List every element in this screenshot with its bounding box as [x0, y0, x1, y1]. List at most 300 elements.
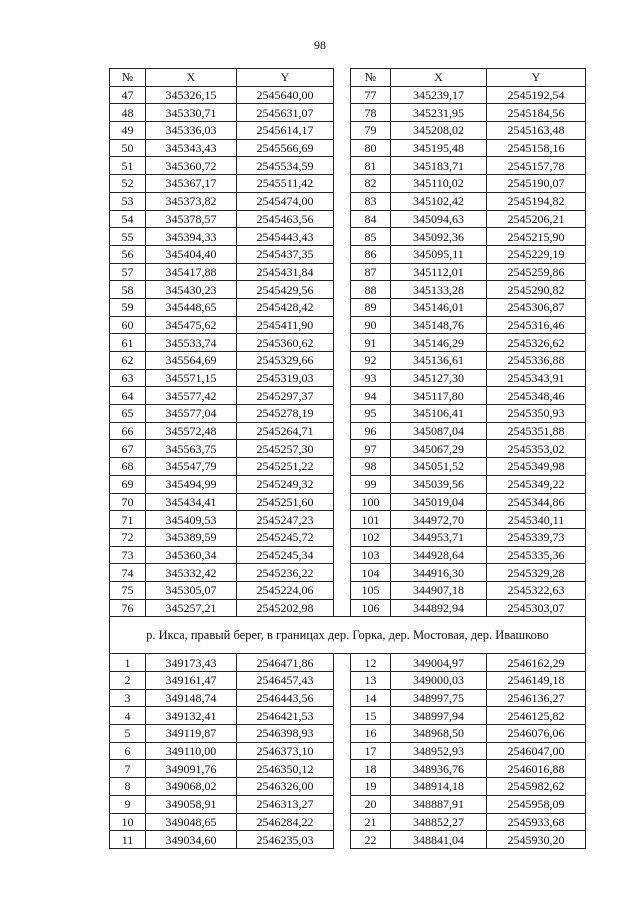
point-number-cell: 49 [110, 122, 146, 140]
x-coordinate-cell: 348887,91 [391, 795, 487, 813]
column-gap [334, 192, 351, 210]
table-row [110, 157, 586, 175]
x-coordinate-cell: 345231,95 [391, 104, 487, 122]
point-number-cell: 90 [351, 316, 391, 334]
y-coordinate-cell: 2546421,53 [237, 707, 334, 725]
x-coordinate-cell: 345571,15 [146, 369, 237, 387]
column-gap [334, 122, 351, 140]
y-coordinate-cell: 2546136,27 [487, 689, 586, 707]
column-gap [334, 316, 351, 334]
x-coordinate-cell: 345110,02 [391, 175, 487, 193]
x-coordinate-cell: 345117,80 [391, 387, 487, 405]
x-coordinate-cell: 344892,94 [391, 599, 487, 617]
y-coordinate-cell: 2545224,06 [237, 581, 334, 599]
column-header-x: X [391, 69, 487, 87]
table-row [110, 352, 586, 370]
point-number-cell: 47 [110, 86, 146, 104]
column-header-x: X [146, 69, 237, 87]
point-number-cell: 106 [351, 599, 391, 617]
x-coordinate-cell: 345019,04 [391, 493, 487, 511]
table-row [110, 528, 586, 546]
column-gap [334, 760, 351, 778]
column-header-y: Y [237, 69, 334, 87]
column-gap [334, 725, 351, 743]
column-gap [334, 263, 351, 281]
table-row [110, 405, 586, 423]
y-coordinate-cell: 2545933,68 [487, 813, 586, 831]
x-coordinate-cell: 344972,70 [391, 511, 487, 529]
point-number-cell: 71 [110, 511, 146, 529]
x-coordinate-cell: 345336,03 [146, 122, 237, 140]
y-coordinate-cell: 2545202,98 [237, 599, 334, 617]
point-number-cell: 18 [351, 760, 391, 778]
x-coordinate-cell: 345195,48 [391, 139, 487, 157]
point-number-cell: 54 [110, 210, 146, 228]
point-number-cell: 50 [110, 139, 146, 157]
x-coordinate-cell: 349110,00 [146, 742, 237, 760]
point-number-cell: 66 [110, 422, 146, 440]
column-gap [334, 493, 351, 511]
x-coordinate-cell: 344928,64 [391, 546, 487, 564]
y-coordinate-cell: 2545614,17 [237, 122, 334, 140]
y-coordinate-cell: 2546284,22 [237, 813, 334, 831]
x-coordinate-cell: 345572,48 [146, 422, 237, 440]
y-coordinate-cell: 2545429,56 [237, 281, 334, 299]
y-coordinate-cell: 2545319,03 [237, 369, 334, 387]
point-number-cell: 65 [110, 405, 146, 423]
x-coordinate-cell: 348968,50 [391, 725, 487, 743]
x-coordinate-cell: 348997,75 [391, 689, 487, 707]
x-coordinate-cell: 345577,42 [146, 387, 237, 405]
y-coordinate-cell: 2545316,46 [487, 316, 586, 334]
table-row [110, 564, 586, 582]
x-coordinate-cell: 348841,04 [391, 831, 487, 849]
x-coordinate-cell: 345127,30 [391, 369, 487, 387]
point-number-cell: 55 [110, 228, 146, 246]
y-coordinate-cell: 2545245,34 [237, 546, 334, 564]
point-number-cell: 77 [351, 86, 391, 104]
y-coordinate-cell: 2546350,12 [237, 760, 334, 778]
x-coordinate-cell: 345148,76 [391, 316, 487, 334]
y-coordinate-cell: 2545930,20 [487, 831, 586, 849]
x-coordinate-cell: 345409,53 [146, 511, 237, 529]
x-coordinate-cell: 348852,27 [391, 813, 487, 831]
point-number-cell: 12 [351, 654, 391, 672]
point-number-cell: 97 [351, 440, 391, 458]
point-number-cell: 102 [351, 528, 391, 546]
y-coordinate-cell: 2545431,84 [237, 263, 334, 281]
section-caption: р. Икса, правый берег, в границах дер. Горка, дер. Мостовая, дер. Ивашково [110, 617, 586, 654]
point-number-cell: 13 [351, 672, 391, 690]
point-number-cell: 70 [110, 493, 146, 511]
point-number-cell: 91 [351, 334, 391, 352]
point-number-cell: 17 [351, 742, 391, 760]
y-coordinate-cell: 2546235,03 [237, 831, 334, 849]
table-row [110, 493, 586, 511]
x-coordinate-cell: 345133,28 [391, 281, 487, 299]
table-row [110, 387, 586, 405]
y-coordinate-cell: 2545249,32 [237, 475, 334, 493]
x-coordinate-cell: 349068,02 [146, 778, 237, 796]
y-coordinate-cell: 2545229,19 [487, 245, 586, 263]
y-coordinate-cell: 2545206,21 [487, 210, 586, 228]
x-coordinate-cell: 345332,42 [146, 564, 237, 582]
x-coordinate-cell: 345305,07 [146, 581, 237, 599]
table-row [110, 813, 586, 831]
x-coordinate-cell: 345417,88 [146, 263, 237, 281]
table-row [110, 334, 586, 352]
point-number-cell: 99 [351, 475, 391, 493]
point-number-cell: 95 [351, 405, 391, 423]
table-row [110, 369, 586, 387]
x-coordinate-cell: 345208,02 [391, 122, 487, 140]
y-coordinate-cell: 2545348,46 [487, 387, 586, 405]
table-header-row [110, 69, 586, 87]
y-coordinate-cell: 2546373,10 [237, 742, 334, 760]
y-coordinate-cell: 2545192,54 [487, 86, 586, 104]
point-number-cell: 88 [351, 281, 391, 299]
column-gap [334, 334, 351, 352]
x-coordinate-cell: 349091,76 [146, 760, 237, 778]
point-number-cell: 8 [110, 778, 146, 796]
y-coordinate-cell: 2545336,88 [487, 352, 586, 370]
y-coordinate-cell: 2546443,56 [237, 689, 334, 707]
column-gap [334, 104, 351, 122]
point-number-cell: 51 [110, 157, 146, 175]
column-gap [334, 387, 351, 405]
column-gap [334, 228, 351, 246]
column-gap [334, 139, 351, 157]
y-coordinate-cell: 2545360,62 [237, 334, 334, 352]
column-gap [334, 795, 351, 813]
point-number-cell: 94 [351, 387, 391, 405]
point-number-cell: 79 [351, 122, 391, 140]
y-coordinate-cell: 2545335,36 [487, 546, 586, 564]
column-header-no: № [351, 69, 391, 87]
y-coordinate-cell: 2545236,22 [237, 564, 334, 582]
x-coordinate-cell: 345547,79 [146, 458, 237, 476]
y-coordinate-cell: 2546398,93 [237, 725, 334, 743]
y-coordinate-cell: 2545329,28 [487, 564, 586, 582]
column-header-no: № [110, 69, 146, 87]
x-coordinate-cell: 345360,34 [146, 546, 237, 564]
x-coordinate-cell: 349048,65 [146, 813, 237, 831]
table-body-section-a [110, 86, 586, 617]
column-gap [334, 405, 351, 423]
table-row [110, 725, 586, 743]
x-coordinate-cell: 345102,42 [391, 192, 487, 210]
x-coordinate-cell: 345095,11 [391, 245, 487, 263]
point-number-cell: 11 [110, 831, 146, 849]
point-number-cell: 9 [110, 795, 146, 813]
y-coordinate-cell: 2546162,29 [487, 654, 586, 672]
y-coordinate-cell: 2545157,78 [487, 157, 586, 175]
y-coordinate-cell: 2545251,60 [237, 493, 334, 511]
y-coordinate-cell: 2545158,16 [487, 139, 586, 157]
point-number-cell: 73 [110, 546, 146, 564]
section-caption-row [110, 617, 586, 654]
table-row [110, 122, 586, 140]
point-number-cell: 105 [351, 581, 391, 599]
column-gap [334, 369, 351, 387]
point-number-cell: 20 [351, 795, 391, 813]
table-row [110, 86, 586, 104]
x-coordinate-cell: 345360,72 [146, 157, 237, 175]
x-coordinate-cell: 345563,75 [146, 440, 237, 458]
x-coordinate-cell: 344953,71 [391, 528, 487, 546]
point-number-cell: 6 [110, 742, 146, 760]
column-gap [334, 546, 351, 564]
table-row [110, 175, 586, 193]
table-row [110, 546, 586, 564]
column-gap [334, 813, 351, 831]
y-coordinate-cell: 2545303,07 [487, 599, 586, 617]
column-gap [334, 440, 351, 458]
point-number-cell: 60 [110, 316, 146, 334]
point-number-cell: 15 [351, 707, 391, 725]
x-coordinate-cell: 345564,69 [146, 352, 237, 370]
y-coordinate-cell: 2545437,35 [237, 245, 334, 263]
point-number-cell: 58 [110, 281, 146, 299]
x-coordinate-cell: 345394,33 [146, 228, 237, 246]
y-coordinate-cell: 2545245,72 [237, 528, 334, 546]
y-coordinate-cell: 2545264,71 [237, 422, 334, 440]
x-coordinate-cell: 345389,59 [146, 528, 237, 546]
point-number-cell: 80 [351, 139, 391, 157]
table-row [110, 475, 586, 493]
x-coordinate-cell: 345183,71 [391, 157, 487, 175]
y-coordinate-cell: 2545251,22 [237, 458, 334, 476]
table-row [110, 760, 586, 778]
x-coordinate-cell: 345475,62 [146, 316, 237, 334]
column-gap [334, 654, 351, 672]
table-row [110, 599, 586, 617]
y-coordinate-cell: 2546016,88 [487, 760, 586, 778]
y-coordinate-cell: 2545247,23 [237, 511, 334, 529]
point-number-cell: 82 [351, 175, 391, 193]
y-coordinate-cell: 2545339,73 [487, 528, 586, 546]
x-coordinate-cell: 345378,57 [146, 210, 237, 228]
point-number-cell: 93 [351, 369, 391, 387]
x-coordinate-cell: 348952,93 [391, 742, 487, 760]
table-row [110, 672, 586, 690]
table-row [110, 458, 586, 476]
point-number-cell: 21 [351, 813, 391, 831]
y-coordinate-cell: 2545428,42 [237, 298, 334, 316]
table-row [110, 778, 586, 796]
point-number-cell: 74 [110, 564, 146, 582]
y-coordinate-cell: 2545958,09 [487, 795, 586, 813]
point-number-cell: 57 [110, 263, 146, 281]
point-number-cell: 76 [110, 599, 146, 617]
point-number-cell: 48 [110, 104, 146, 122]
column-gap [334, 69, 351, 87]
point-number-cell: 78 [351, 104, 391, 122]
point-number-cell: 10 [110, 813, 146, 831]
point-number-cell: 7 [110, 760, 146, 778]
point-number-cell: 100 [351, 493, 391, 511]
y-coordinate-cell: 2545534,59 [237, 157, 334, 175]
coordinates-table [109, 68, 586, 849]
point-number-cell: 101 [351, 511, 391, 529]
point-number-cell: 63 [110, 369, 146, 387]
table-row [110, 316, 586, 334]
table-row [110, 192, 586, 210]
table-row [110, 689, 586, 707]
column-gap [334, 86, 351, 104]
x-coordinate-cell: 349173,43 [146, 654, 237, 672]
table-row [110, 581, 586, 599]
table-row [110, 831, 586, 849]
column-gap [334, 689, 351, 707]
x-coordinate-cell: 345136,61 [391, 352, 487, 370]
table-row [110, 742, 586, 760]
x-coordinate-cell: 345094,63 [391, 210, 487, 228]
point-number-cell: 62 [110, 352, 146, 370]
x-coordinate-cell: 345430,23 [146, 281, 237, 299]
column-gap [334, 581, 351, 599]
x-coordinate-cell: 345330,71 [146, 104, 237, 122]
y-coordinate-cell: 2546149,18 [487, 672, 586, 690]
y-coordinate-cell: 2545163,48 [487, 122, 586, 140]
table-row [110, 245, 586, 263]
x-coordinate-cell: 349148,74 [146, 689, 237, 707]
point-number-cell: 75 [110, 581, 146, 599]
table-row [110, 281, 586, 299]
y-coordinate-cell: 2545463,56 [237, 210, 334, 228]
x-coordinate-cell: 345404,40 [146, 245, 237, 263]
y-coordinate-cell: 2545982,62 [487, 778, 586, 796]
y-coordinate-cell: 2545443,43 [237, 228, 334, 246]
point-number-cell: 19 [351, 778, 391, 796]
column-gap [334, 298, 351, 316]
y-coordinate-cell: 2546313,27 [237, 795, 334, 813]
x-coordinate-cell: 348997,94 [391, 707, 487, 725]
column-gap [334, 475, 351, 493]
y-coordinate-cell: 2545343,91 [487, 369, 586, 387]
y-coordinate-cell: 2545631,07 [237, 104, 334, 122]
x-coordinate-cell: 345092,36 [391, 228, 487, 246]
y-coordinate-cell: 2545350,93 [487, 405, 586, 423]
y-coordinate-cell: 2545474,00 [237, 192, 334, 210]
column-gap [334, 245, 351, 263]
y-coordinate-cell: 2545184,56 [487, 104, 586, 122]
point-number-cell: 61 [110, 334, 146, 352]
table-row [110, 139, 586, 157]
point-number-cell: 56 [110, 245, 146, 263]
x-coordinate-cell: 345494,99 [146, 475, 237, 493]
y-coordinate-cell: 2545306,87 [487, 298, 586, 316]
x-coordinate-cell: 345326,15 [146, 86, 237, 104]
column-gap [334, 599, 351, 617]
y-coordinate-cell: 2546326,00 [237, 778, 334, 796]
point-number-cell: 86 [351, 245, 391, 263]
y-coordinate-cell: 2546125,82 [487, 707, 586, 725]
column-gap [334, 175, 351, 193]
x-coordinate-cell: 344907,18 [391, 581, 487, 599]
point-number-cell: 52 [110, 175, 146, 193]
x-coordinate-cell: 349161,47 [146, 672, 237, 690]
point-number-cell: 68 [110, 458, 146, 476]
point-number-cell: 98 [351, 458, 391, 476]
y-coordinate-cell: 2545349,98 [487, 458, 586, 476]
y-coordinate-cell: 2545278,19 [237, 405, 334, 423]
x-coordinate-cell: 345434,41 [146, 493, 237, 511]
x-coordinate-cell: 345051,52 [391, 458, 487, 476]
point-number-cell: 14 [351, 689, 391, 707]
y-coordinate-cell: 2545259,86 [487, 263, 586, 281]
x-coordinate-cell: 345533,74 [146, 334, 237, 352]
y-coordinate-cell: 2545351,88 [487, 422, 586, 440]
y-coordinate-cell: 2545257,30 [237, 440, 334, 458]
point-number-cell: 104 [351, 564, 391, 582]
y-coordinate-cell: 2545190,07 [487, 175, 586, 193]
column-gap [334, 528, 351, 546]
column-gap [334, 742, 351, 760]
x-coordinate-cell: 345367,17 [146, 175, 237, 193]
point-number-cell: 103 [351, 546, 391, 564]
x-coordinate-cell: 345106,41 [391, 405, 487, 423]
y-coordinate-cell: 2545349,22 [487, 475, 586, 493]
point-number-cell: 96 [351, 422, 391, 440]
x-coordinate-cell: 349058,91 [146, 795, 237, 813]
x-coordinate-cell: 345239,17 [391, 86, 487, 104]
y-coordinate-cell: 2545326,62 [487, 334, 586, 352]
page-number: 98 [314, 38, 326, 52]
table-body-section-b [110, 654, 586, 849]
table-row [110, 422, 586, 440]
x-coordinate-cell: 349000,03 [391, 672, 487, 690]
point-number-cell: 92 [351, 352, 391, 370]
x-coordinate-cell: 348936,76 [391, 760, 487, 778]
point-number-cell: 53 [110, 192, 146, 210]
table-row [110, 511, 586, 529]
point-number-cell: 22 [351, 831, 391, 849]
y-coordinate-cell: 2546457,43 [237, 672, 334, 690]
x-coordinate-cell: 345146,29 [391, 334, 487, 352]
x-coordinate-cell: 345039,56 [391, 475, 487, 493]
x-coordinate-cell: 345257,21 [146, 599, 237, 617]
y-coordinate-cell: 2545290,82 [487, 281, 586, 299]
column-gap [334, 157, 351, 175]
column-gap [334, 210, 351, 228]
x-coordinate-cell: 345067,29 [391, 440, 487, 458]
y-coordinate-cell: 2545353,02 [487, 440, 586, 458]
x-coordinate-cell: 344916,30 [391, 564, 487, 582]
table-row [110, 210, 586, 228]
x-coordinate-cell: 345448,65 [146, 298, 237, 316]
point-number-cell: 5 [110, 725, 146, 743]
point-number-cell: 83 [351, 192, 391, 210]
x-coordinate-cell: 349119,87 [146, 725, 237, 743]
y-coordinate-cell: 2545511,42 [237, 175, 334, 193]
table-row [110, 440, 586, 458]
column-gap [334, 672, 351, 690]
column-gap [334, 352, 351, 370]
x-coordinate-cell: 345577,04 [146, 405, 237, 423]
point-number-cell: 67 [110, 440, 146, 458]
column-gap [334, 458, 351, 476]
y-coordinate-cell: 2545322,63 [487, 581, 586, 599]
column-gap [334, 707, 351, 725]
x-coordinate-cell: 345373,82 [146, 192, 237, 210]
y-coordinate-cell: 2545215,90 [487, 228, 586, 246]
table-row [110, 228, 586, 246]
y-coordinate-cell: 2545340,11 [487, 511, 586, 529]
column-gap [334, 778, 351, 796]
y-coordinate-cell: 2545297,37 [237, 387, 334, 405]
x-coordinate-cell: 345112,01 [391, 263, 487, 281]
